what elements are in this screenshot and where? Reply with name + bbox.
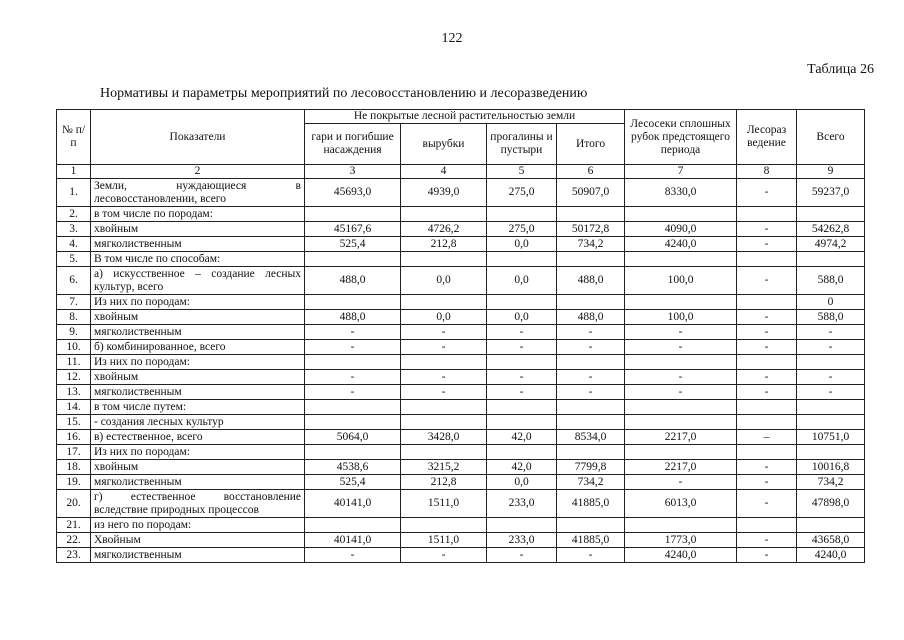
table-row xyxy=(57,460,865,475)
row-number: 9. xyxy=(57,325,91,340)
indicator-name: в том числе по породам: xyxy=(91,207,305,222)
value-cell: 4240,0 xyxy=(625,548,737,563)
column-number: 9 xyxy=(797,165,865,179)
table-row xyxy=(57,252,865,267)
value-cell: 275,0 xyxy=(487,222,557,237)
value-cell: - xyxy=(401,370,487,385)
row-number: 22. xyxy=(57,533,91,548)
row-number: 21. xyxy=(57,518,91,533)
table-row xyxy=(57,533,865,548)
row-number: 2. xyxy=(57,207,91,222)
value-cell: 0,0 xyxy=(487,475,557,490)
value-cell xyxy=(401,415,487,430)
value-cell: - xyxy=(305,325,401,340)
value-cell: - xyxy=(305,340,401,355)
value-cell xyxy=(625,400,737,415)
value-cell: 42,0 xyxy=(487,430,557,445)
value-cell: 0,0 xyxy=(487,267,557,295)
value-cell xyxy=(305,445,401,460)
value-cell: - xyxy=(557,385,625,400)
indicator-name: Земли, нуждающиеся в лесовосстановлении, всего xyxy=(91,179,305,207)
value-cell xyxy=(625,445,737,460)
value-cell xyxy=(737,252,797,267)
value-cell: 0,0 xyxy=(401,310,487,325)
row-number: 7. xyxy=(57,295,91,310)
value-cell xyxy=(487,518,557,533)
value-cell: 4090,0 xyxy=(625,222,737,237)
row-number: 4. xyxy=(57,237,91,252)
value-cell: 42,0 xyxy=(487,460,557,475)
value-cell: - xyxy=(797,370,865,385)
header-cuttings: вырубки xyxy=(401,124,487,165)
value-cell: 10751,0 xyxy=(797,430,865,445)
table-row xyxy=(57,179,865,207)
value-cell xyxy=(625,415,737,430)
value-cell: 2217,0 xyxy=(625,460,737,475)
row-number: 18. xyxy=(57,460,91,475)
value-cell xyxy=(305,400,401,415)
value-cell: - xyxy=(557,340,625,355)
value-cell: 41885,0 xyxy=(557,490,625,518)
value-cell xyxy=(305,355,401,370)
column-number: 1 xyxy=(57,165,91,179)
value-cell: - xyxy=(737,460,797,475)
value-cell xyxy=(401,355,487,370)
value-cell: 4240,0 xyxy=(625,237,737,252)
column-number: 5 xyxy=(487,165,557,179)
indicator-name: хвойным xyxy=(91,460,305,475)
indicator-name: Из них по породам: xyxy=(91,295,305,310)
header-all: Всего xyxy=(797,110,865,165)
value-cell xyxy=(487,295,557,310)
indicator-name: в) естественное, всего xyxy=(91,430,305,445)
table-row xyxy=(57,310,865,325)
value-cell xyxy=(557,445,625,460)
value-cell xyxy=(487,355,557,370)
row-number: 11. xyxy=(57,355,91,370)
value-cell xyxy=(557,295,625,310)
value-cell: 233,0 xyxy=(487,533,557,548)
value-cell: - xyxy=(737,267,797,295)
value-cell xyxy=(625,207,737,222)
value-cell: 43658,0 xyxy=(797,533,865,548)
value-cell: 59237,0 xyxy=(797,179,865,207)
value-cell xyxy=(797,518,865,533)
row-number: 15. xyxy=(57,415,91,430)
value-cell: 8330,0 xyxy=(625,179,737,207)
indicator-name: мягколиственным xyxy=(91,475,305,490)
indicator-name: В том числе по способам: xyxy=(91,252,305,267)
table-title: Нормативы и параметры мероприятий по лесовосстановлению и лесоразведению xyxy=(100,86,588,101)
table-row xyxy=(57,430,865,445)
value-cell xyxy=(557,207,625,222)
row-number: 20. xyxy=(57,490,91,518)
value-cell: 3215,2 xyxy=(401,460,487,475)
header-burned: гари и погибшие насаждения xyxy=(305,124,401,165)
row-number: 19. xyxy=(57,475,91,490)
value-cell xyxy=(797,400,865,415)
value-cell: - xyxy=(737,310,797,325)
value-cell: 100,0 xyxy=(625,267,737,295)
value-cell: - xyxy=(557,548,625,563)
value-cell xyxy=(487,445,557,460)
indicator-name: Хвойным xyxy=(91,533,305,548)
value-cell: 41885,0 xyxy=(557,533,625,548)
value-cell xyxy=(625,295,737,310)
value-cell: - xyxy=(487,385,557,400)
row-number: 17. xyxy=(57,445,91,460)
value-cell: - xyxy=(487,340,557,355)
value-cell xyxy=(487,400,557,415)
value-cell xyxy=(625,518,737,533)
value-cell: 588,0 xyxy=(797,310,865,325)
value-cell xyxy=(625,355,737,370)
header-afforestation: Лесораз ведение xyxy=(737,110,797,165)
value-cell: - xyxy=(737,533,797,548)
value-cell: 588,0 xyxy=(797,267,865,295)
value-cell: - xyxy=(737,370,797,385)
value-cell: - xyxy=(557,325,625,340)
value-cell: 1511,0 xyxy=(401,533,487,548)
column-numbers-row xyxy=(57,165,865,179)
value-cell xyxy=(401,518,487,533)
row-number: 1. xyxy=(57,179,91,207)
value-cell: - xyxy=(625,370,737,385)
row-number: 10. xyxy=(57,340,91,355)
value-cell: - xyxy=(625,340,737,355)
header-glades: прогалины и пустыри xyxy=(487,124,557,165)
table-row xyxy=(57,340,865,355)
value-cell: 50172,8 xyxy=(557,222,625,237)
value-cell: - xyxy=(737,325,797,340)
column-number: 2 xyxy=(91,165,305,179)
value-cell: 40141,0 xyxy=(305,533,401,548)
value-cell xyxy=(305,207,401,222)
row-number: 8. xyxy=(57,310,91,325)
value-cell: 734,2 xyxy=(557,237,625,252)
value-cell xyxy=(625,252,737,267)
value-cell: 45693,0 xyxy=(305,179,401,207)
value-cell xyxy=(401,252,487,267)
table-row xyxy=(57,370,865,385)
indicator-name: хвойным xyxy=(91,310,305,325)
value-cell xyxy=(305,415,401,430)
value-cell: - xyxy=(737,490,797,518)
value-cell xyxy=(737,518,797,533)
value-cell: 488,0 xyxy=(305,267,401,295)
value-cell: 45167,6 xyxy=(305,222,401,237)
column-number: 8 xyxy=(737,165,797,179)
table-row xyxy=(57,325,865,340)
indicator-name: в том числе путем: xyxy=(91,400,305,415)
value-cell: - xyxy=(487,370,557,385)
value-cell xyxy=(737,355,797,370)
indicator-name: из него по породам: xyxy=(91,518,305,533)
table-row xyxy=(57,237,865,252)
value-cell: - xyxy=(557,370,625,385)
value-cell: 54262,8 xyxy=(797,222,865,237)
value-cell xyxy=(737,207,797,222)
value-cell xyxy=(305,295,401,310)
value-cell: 0,0 xyxy=(401,267,487,295)
header-num: № п/п xyxy=(57,110,91,165)
indicator-name: мягколиственным xyxy=(91,548,305,563)
row-number: 6. xyxy=(57,267,91,295)
table-label: Таблица 26 xyxy=(807,62,874,77)
row-number: 13. xyxy=(57,385,91,400)
value-cell: 212,8 xyxy=(401,237,487,252)
value-cell: - xyxy=(737,548,797,563)
value-cell: - xyxy=(401,340,487,355)
value-cell xyxy=(305,518,401,533)
value-cell xyxy=(797,445,865,460)
value-cell: - xyxy=(401,548,487,563)
value-cell: 488,0 xyxy=(557,310,625,325)
value-cell: 2217,0 xyxy=(625,430,737,445)
indicator-name: а) искусственное – создание лесных культур, всего xyxy=(91,267,305,295)
header-not-covered: Не покрытые лесной растительностью земли xyxy=(305,110,625,124)
table-row xyxy=(57,207,865,222)
value-cell: 10016,8 xyxy=(797,460,865,475)
value-cell xyxy=(557,252,625,267)
value-cell: - xyxy=(737,237,797,252)
value-cell: 4726,2 xyxy=(401,222,487,237)
value-cell: 4538,6 xyxy=(305,460,401,475)
value-cell: 734,2 xyxy=(557,475,625,490)
value-cell: 3428,0 xyxy=(401,430,487,445)
indicator-name: хвойным xyxy=(91,222,305,237)
value-cell xyxy=(401,295,487,310)
column-number: 7 xyxy=(625,165,737,179)
header-indicators: Показатели xyxy=(91,110,305,165)
table-row xyxy=(57,222,865,237)
value-cell: 8534,0 xyxy=(557,430,625,445)
header-total: Итого xyxy=(557,124,625,165)
table-row xyxy=(57,385,865,400)
value-cell: 734,2 xyxy=(797,475,865,490)
value-cell: 0,0 xyxy=(487,237,557,252)
table-row xyxy=(57,355,865,370)
value-cell: - xyxy=(737,222,797,237)
value-cell: - xyxy=(305,385,401,400)
value-cell: - xyxy=(625,475,737,490)
value-cell: - xyxy=(737,475,797,490)
value-cell xyxy=(305,252,401,267)
table-row xyxy=(57,415,865,430)
indicator-name: Из них по породам: xyxy=(91,355,305,370)
value-cell: 100,0 xyxy=(625,310,737,325)
indicator-name: Из них по породам: xyxy=(91,445,305,460)
value-cell xyxy=(737,415,797,430)
indicator-name: б) комбинированное, всего xyxy=(91,340,305,355)
value-cell: 1773,0 xyxy=(625,533,737,548)
value-cell: - xyxy=(797,325,865,340)
table-row xyxy=(57,445,865,460)
value-cell xyxy=(401,400,487,415)
value-cell xyxy=(797,355,865,370)
value-cell: - xyxy=(401,385,487,400)
column-number: 4 xyxy=(401,165,487,179)
value-cell: - xyxy=(737,340,797,355)
table-row xyxy=(57,548,865,563)
row-number: 3. xyxy=(57,222,91,237)
value-cell xyxy=(557,355,625,370)
value-cell: 7799,8 xyxy=(557,460,625,475)
value-cell: 1511,0 xyxy=(401,490,487,518)
value-cell xyxy=(557,400,625,415)
table-row xyxy=(57,400,865,415)
page-number: 122 xyxy=(441,31,463,46)
value-cell xyxy=(557,518,625,533)
value-cell xyxy=(797,207,865,222)
indicator-name: мягколиственным xyxy=(91,385,305,400)
row-number: 12. xyxy=(57,370,91,385)
value-cell xyxy=(737,445,797,460)
value-cell xyxy=(487,415,557,430)
value-cell: - xyxy=(625,325,737,340)
value-cell: 212,8 xyxy=(401,475,487,490)
value-cell: 40141,0 xyxy=(305,490,401,518)
value-cell: 4974,2 xyxy=(797,237,865,252)
value-cell: - xyxy=(487,548,557,563)
value-cell xyxy=(797,252,865,267)
header-clearcut: Лесосеки сплошных рубок предстоящего периода xyxy=(625,110,737,165)
value-cell: 488,0 xyxy=(557,267,625,295)
table-row xyxy=(57,475,865,490)
data-table xyxy=(56,109,865,563)
value-cell: 4240,0 xyxy=(797,548,865,563)
value-cell: - xyxy=(625,385,737,400)
row-number: 16. xyxy=(57,430,91,445)
row-number: 23. xyxy=(57,548,91,563)
value-cell: 50907,0 xyxy=(557,179,625,207)
value-cell xyxy=(487,207,557,222)
value-cell: - xyxy=(305,548,401,563)
value-cell: - xyxy=(797,385,865,400)
indicator-name: мягколиственным xyxy=(91,237,305,252)
value-cell: – xyxy=(737,430,797,445)
value-cell xyxy=(737,400,797,415)
column-number: 3 xyxy=(305,165,401,179)
column-number: 6 xyxy=(557,165,625,179)
value-cell: 488,0 xyxy=(305,310,401,325)
value-cell xyxy=(557,415,625,430)
value-cell: 0,0 xyxy=(487,310,557,325)
value-cell: - xyxy=(305,370,401,385)
row-number: 14. xyxy=(57,400,91,415)
indicator-name: мягколиственным xyxy=(91,325,305,340)
table-row xyxy=(57,267,865,295)
value-cell: 5064,0 xyxy=(305,430,401,445)
table-row xyxy=(57,490,865,518)
value-cell: - xyxy=(737,385,797,400)
value-cell: 0 xyxy=(797,295,865,310)
indicator-name: - создания лесных культур xyxy=(91,415,305,430)
value-cell xyxy=(737,295,797,310)
value-cell: 233,0 xyxy=(487,490,557,518)
value-cell xyxy=(401,445,487,460)
value-cell: - xyxy=(487,325,557,340)
value-cell: - xyxy=(737,179,797,207)
value-cell: 47898,0 xyxy=(797,490,865,518)
value-cell: 6013,0 xyxy=(625,490,737,518)
indicator-name: хвойным xyxy=(91,370,305,385)
value-cell: 525,4 xyxy=(305,475,401,490)
table-row xyxy=(57,295,865,310)
row-number: 5. xyxy=(57,252,91,267)
value-cell: - xyxy=(401,325,487,340)
value-cell: 525,4 xyxy=(305,237,401,252)
value-cell: - xyxy=(797,340,865,355)
value-cell xyxy=(797,415,865,430)
value-cell: 4939,0 xyxy=(401,179,487,207)
value-cell xyxy=(487,252,557,267)
value-cell xyxy=(401,207,487,222)
indicator-name: г) естественное восстановление вследствие природных процессов xyxy=(91,490,305,518)
table-row xyxy=(57,518,865,533)
value-cell: 275,0 xyxy=(487,179,557,207)
